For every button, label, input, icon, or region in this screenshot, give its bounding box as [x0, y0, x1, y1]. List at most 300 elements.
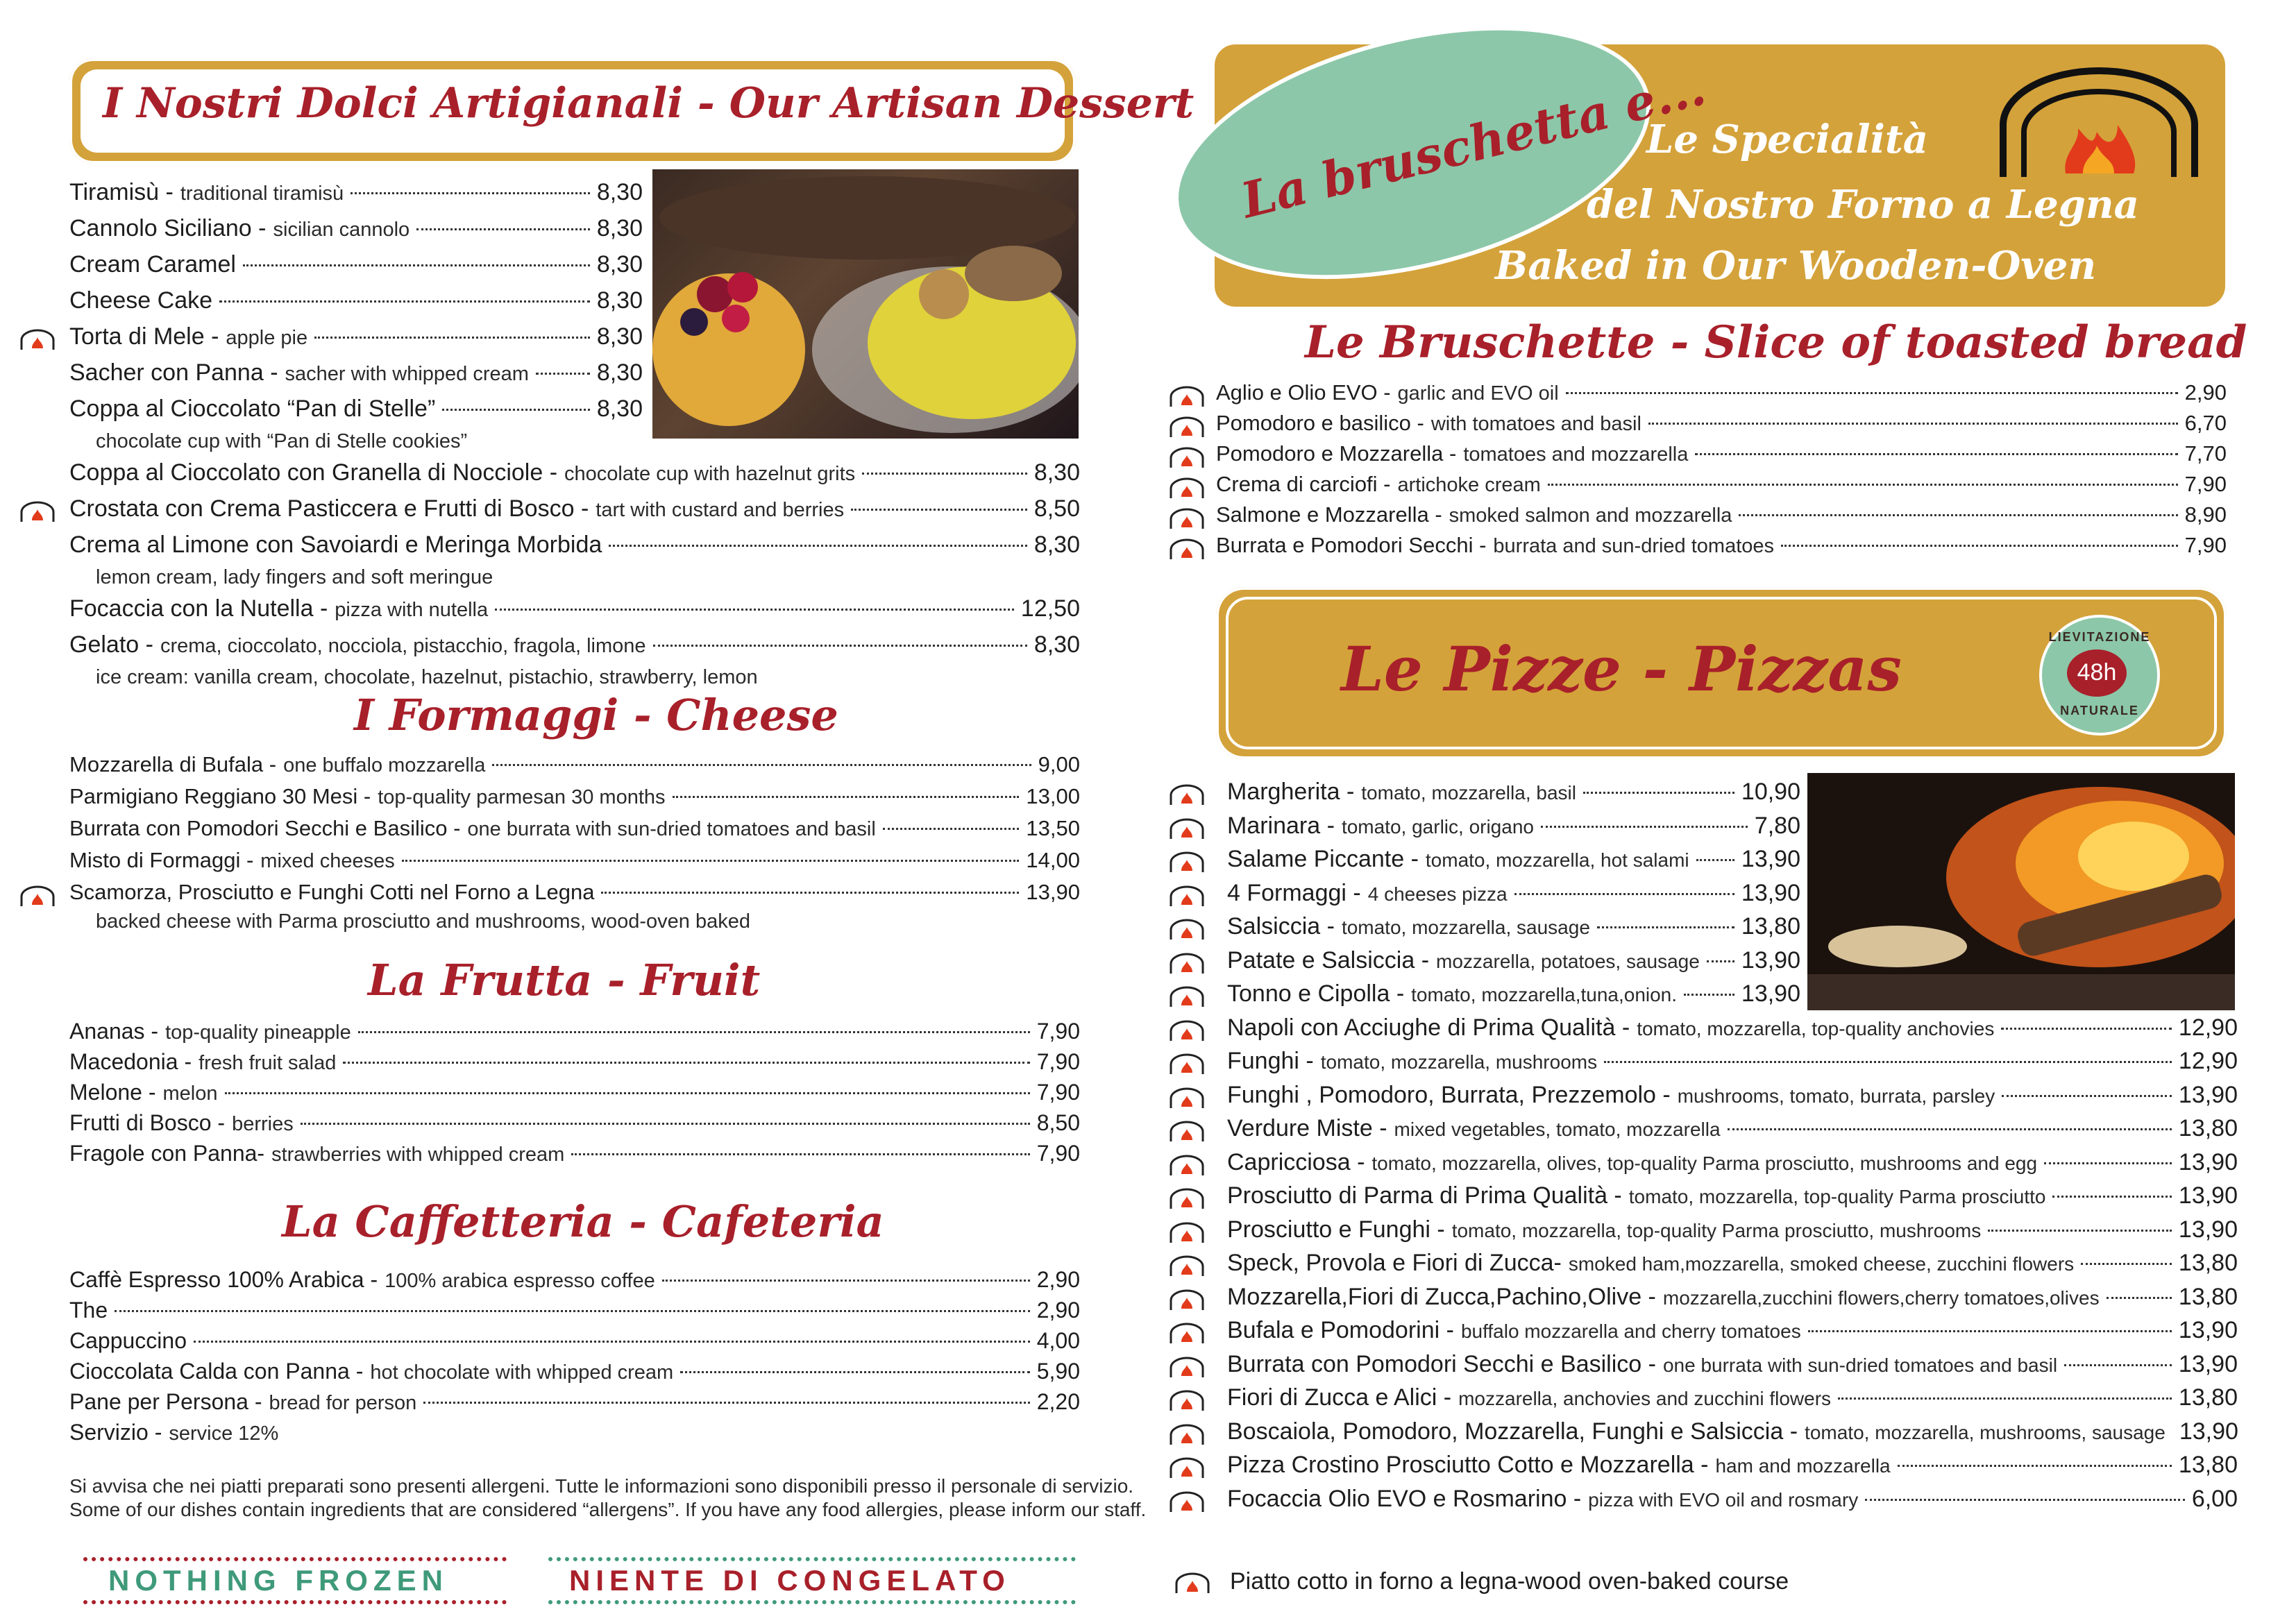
item-description: burrata and sun-dried tomatoes	[1493, 535, 1775, 557]
item-name: Burrata e Pomodori Secchi -	[1216, 533, 1487, 557]
menu-item	[1216, 502, 2227, 527]
item-name: Burrata con Pomodori Secchi e Basilico -	[69, 816, 461, 840]
item-name: Misto di Formaggi -	[69, 848, 254, 872]
item-name: Macedonia -	[69, 1049, 192, 1074]
item-description: tomato, mozzarella,tuna,onion.	[1411, 984, 1678, 1005]
leader-dots	[351, 192, 590, 194]
leader-dots	[1548, 484, 2178, 486]
item-subtitle: backed cheese with Parma prosciutto and mushrooms, wood-oven baked	[96, 910, 751, 933]
item-price: 9,00	[1038, 752, 1080, 776]
leader-dots	[862, 473, 1027, 475]
menu-item	[69, 784, 1080, 809]
wood-oven-icon	[1169, 985, 1205, 1008]
leader-dots	[495, 609, 1014, 611]
leader-dots	[673, 796, 1020, 798]
leader-dots	[2052, 1196, 2171, 1198]
item-name: Salmone e Mozzarella -	[1216, 502, 1442, 527]
item-name: Crema al Limone con Savoiardi e Meringa Morbida	[69, 532, 602, 558]
item-name: Tiramisù -	[69, 179, 174, 205]
item-name: Frutti di Bosco -	[69, 1110, 226, 1135]
item-price: 13,90	[2178, 1081, 2238, 1108]
item-description: ham and mozzarella	[1715, 1455, 1891, 1477]
item-price: 8,30	[596, 179, 643, 205]
item-price: 13,90	[1741, 879, 1800, 906]
wood-oven-icon	[1169, 1321, 1205, 1345]
item-description: tomato, mozzarella, mushrooms, sausage	[1805, 1421, 2166, 1443]
item-name: Scamorza, Prosciutto e Funghi Cotti nel Forno a Legna	[69, 880, 595, 904]
item-name: Cioccolata Calda con Panna -	[69, 1359, 364, 1384]
item-price: 8,30	[1033, 459, 1080, 486]
menu-item	[1227, 1384, 2238, 1411]
item-description: mixed cheeses	[260, 850, 395, 872]
menu-item	[69, 179, 643, 206]
pizza-oven-photo-image	[1807, 773, 2235, 1010]
menu-item	[69, 1019, 1080, 1044]
leader-dots	[1695, 453, 2177, 455]
menu-item	[1227, 1418, 2238, 1445]
menu-item	[1227, 1250, 2238, 1277]
item-description: sacher with whipped cream	[285, 363, 529, 385]
leader-dots	[1566, 392, 2178, 394]
item-price: 7,90	[2184, 472, 2227, 496]
leader-dots	[1684, 994, 1734, 996]
leader-dots	[2107, 1297, 2172, 1299]
leader-dots	[1781, 545, 2178, 547]
leader-dots	[680, 1371, 1030, 1373]
menu-item	[69, 495, 1080, 522]
item-name: Pomodoro e Mozzarella -	[1216, 441, 1457, 466]
item-description: tomato, mozzarella, top-quality Parma prosciutto	[1628, 1186, 2046, 1207]
item-description: berries	[232, 1113, 294, 1135]
leader-dots	[423, 1402, 1029, 1404]
menu-item	[1216, 380, 2227, 405]
menu-item	[1227, 1317, 2238, 1344]
leader-dots	[851, 509, 1027, 511]
item-name: 4 Formaggi -	[1227, 879, 1361, 906]
legend-oven-icon	[1174, 1571, 1210, 1595]
item-description: top-quality parmesan 30 months	[378, 786, 666, 808]
item-name: Prosciutto e Funghi -	[1227, 1216, 1445, 1243]
bruschette-title: Le Bruschette - Slice of toasted bread	[1305, 316, 2247, 368]
item-price: 12,50	[1020, 595, 1080, 622]
item-name: Cannolo Siciliano -	[69, 215, 267, 241]
item-price: 8,30	[1033, 631, 1080, 658]
wood-oven-icon	[1169, 951, 1205, 975]
item-name: Bufala e Pomodorini -	[1227, 1317, 1454, 1343]
item-price: 13,80	[2178, 1384, 2238, 1411]
item-name: Pizza Crostino Prosciutto Cotto e Mozzarella -	[1227, 1452, 1709, 1478]
item-price: 13,80	[2178, 1283, 2238, 1310]
item-name: Tonno e Cipolla -	[1227, 980, 1405, 1007]
item-price: 8,30	[596, 287, 643, 314]
menu-item	[69, 1080, 1080, 1105]
menu-item	[69, 752, 1080, 777]
item-price: 8,30	[1033, 532, 1080, 558]
wood-oven-icon	[1169, 1086, 1205, 1110]
menu-item	[1227, 880, 1800, 907]
menu-item	[1227, 1452, 2238, 1479]
item-price: 7,90	[2184, 533, 2227, 557]
item-name: Crema di carciofi -	[1216, 472, 1391, 496]
item-price: 7,80	[1754, 812, 1800, 839]
leader-dots	[301, 1123, 1030, 1125]
item-price: 13,90	[2178, 1148, 2238, 1175]
bruschetta-oval-label: La bruschetta e...	[1235, 58, 1712, 230]
item-name: Cappuccino	[69, 1328, 187, 1353]
wood-oven-icon	[1169, 1119, 1205, 1143]
nothing-frozen-badge	[83, 1557, 507, 1604]
menu-item	[1216, 411, 2227, 436]
leader-dots	[2081, 1263, 2172, 1265]
item-name: Prosciutto di Parma di Prima Qualità -	[1227, 1182, 1622, 1209]
menu-item	[69, 215, 643, 242]
wood-oven-icon	[1169, 1388, 1205, 1412]
item-price: 13,80	[2178, 1115, 2238, 1141]
pizze-title: Le Pizze - Pizzas	[1341, 633, 1902, 705]
badge-dots-bottom-2	[548, 1600, 1076, 1604]
menu-item	[69, 1298, 1080, 1323]
cheese-title: I Formaggi - Cheese	[354, 690, 838, 740]
menu-item	[1227, 1486, 2238, 1513]
item-description: tomato, mozzarella, sausage	[1341, 917, 1590, 938]
item-name: Salame Piccante -	[1227, 846, 1419, 872]
menu-item	[69, 631, 1080, 658]
item-name: Cheese Cake	[69, 287, 213, 314]
item-price: 5,90	[1036, 1359, 1080, 1384]
leader-dots	[2001, 1028, 2172, 1030]
item-price: 13,90	[1026, 880, 1080, 904]
item-price: 13,80	[1741, 913, 1800, 940]
leader-dots	[883, 828, 1020, 830]
item-price: 8,30	[596, 323, 643, 350]
item-price: 8,30	[596, 251, 643, 278]
item-description: top-quality pineapple	[165, 1021, 351, 1044]
menu-item	[1216, 472, 2227, 497]
item-price: 8,90	[2184, 502, 2227, 527]
menu-item	[1227, 1216, 2238, 1243]
item-description: tart with custard and berries	[596, 499, 845, 521]
wood-oven-icon	[1169, 783, 1205, 806]
leader-dots	[2064, 1364, 2172, 1366]
wood-oven-icon	[19, 500, 56, 523]
item-price: 13,90	[2179, 1418, 2238, 1445]
wood-oven-icon	[1169, 1288, 1205, 1311]
specialty-line1: Le Specialità	[1646, 117, 1929, 162]
menu-item	[1227, 1284, 2238, 1311]
leader-dots	[2002, 1095, 2172, 1097]
item-description: service 12%	[169, 1422, 279, 1445]
wood-oven-icon	[1169, 1019, 1205, 1042]
leader-dots	[416, 228, 590, 230]
item-description: with tomatoes and basil	[1430, 413, 1641, 435]
menu-item	[69, 1049, 1080, 1075]
item-name: Verdure Miste -	[1227, 1115, 1387, 1141]
menu-item	[69, 848, 1080, 873]
item-price: 13,90	[1741, 946, 1800, 974]
item-price: 13,90	[2178, 1182, 2238, 1209]
leader-dots	[194, 1341, 1030, 1343]
menu-item	[1227, 1082, 2238, 1109]
leader-dots	[1604, 1061, 2172, 1063]
item-name: Marinara -	[1227, 812, 1335, 839]
item-name: Focaccia Olio EVO e Rosmarino -	[1227, 1485, 1582, 1512]
dessert-title: I Nostri Dolci Artigianali - Our Artisan Dessert	[103, 79, 1195, 128]
item-name: Salsiccia -	[1227, 913, 1335, 940]
item-description: tomato, mozzarella, olives, top-quality Parma prosciutto, mushrooms and egg	[1371, 1152, 2038, 1174]
item-price: 2,90	[2184, 380, 2227, 405]
item-name: Parmigiano Reggiano 30 Mesi -	[69, 784, 371, 808]
item-description: tomato, mozzarella, top-quality anchovies	[1637, 1017, 1995, 1039]
menu-item	[69, 323, 643, 350]
stamp-center-label: 48h	[2077, 659, 2117, 686]
leader-dots	[314, 337, 590, 339]
item-name: Mozzarella di Bufala -	[69, 752, 277, 776]
leader-dots	[343, 1062, 1029, 1064]
item-description: 4 cheeses pizza	[1367, 883, 1508, 905]
item-description: hot chocolate with whipped cream	[370, 1361, 674, 1384]
leader-dots	[653, 645, 1027, 647]
item-name: Pane per Persona -	[69, 1389, 262, 1414]
menu-item	[1227, 1115, 2238, 1142]
menu-item	[69, 251, 643, 278]
menu-item	[1227, 913, 1800, 940]
item-name: Margherita -	[1227, 779, 1355, 805]
item-description: 100% arabica espresso coffee	[385, 1270, 655, 1292]
item-description: apple pie	[226, 327, 308, 349]
leader-dots	[442, 409, 590, 411]
item-price: 13,90	[2178, 1216, 2238, 1243]
fruit-title: La Frutta - Fruit	[368, 955, 761, 1005]
stamp-bottom-label: NATURALE	[2060, 704, 2139, 717]
leader-dots	[1583, 792, 1734, 794]
item-subtitle: chocolate cup with “Pan di Stelle cookies”	[96, 430, 468, 452]
item-description: one burrata with sun-dried tomatoes and basil	[1662, 1354, 2058, 1376]
item-price: 7,90	[1036, 1080, 1080, 1105]
stamp-top-label: LIEVITAZIONE	[2048, 630, 2151, 644]
item-name: Mozzarella,Fiori di Zucca,Pachino,Olive -	[1227, 1283, 1656, 1310]
nothing-frozen-label: NOTHING FROZEN	[108, 1564, 448, 1597]
item-name: Boscaiola, Pomodoro, Mozzarella, Funghi e Salsiccia -	[1227, 1418, 1798, 1445]
leader-dots	[662, 1280, 1030, 1282]
item-description: buffalo mozzarella and cherry tomatoes	[1460, 1320, 1801, 1342]
wood-oven-icon	[1169, 476, 1205, 500]
leader-dots	[1541, 826, 1748, 828]
wood-oven-icon	[1169, 1153, 1205, 1177]
leader-dots	[536, 373, 590, 375]
wood-oven-icon	[1169, 884, 1205, 908]
niente-congelato-label: NIENTE DI CONGELATO	[569, 1564, 1011, 1597]
item-description: pizza with nutella	[335, 599, 489, 621]
item-name: Fragole con Panna-	[69, 1141, 265, 1166]
wood-oven-icon	[1169, 415, 1205, 439]
item-price: 8,50	[1033, 495, 1080, 522]
item-name: Burrata con Pomodori Secchi e Basilico -	[1227, 1350, 1656, 1377]
menu-item	[69, 595, 1080, 622]
menu-item	[1216, 533, 2227, 558]
item-name: Caffè Espresso 100% Arabica -	[69, 1267, 378, 1292]
item-description: garlic and EVO oil	[1397, 382, 1559, 405]
item-name: Funghi -	[1227, 1048, 1314, 1074]
item-subtitle: ice cream: vanilla cream, chocolate, hazelnut, pistachio, strawberry, lemon	[96, 666, 758, 688]
item-name: Pomodoro e basilico -	[1216, 411, 1424, 435]
menu-item	[1227, 1351, 2238, 1378]
item-name: Focaccia con la Nutella -	[69, 595, 328, 622]
item-description: mixed vegetables, tomato, mozzarella	[1394, 1119, 1721, 1140]
item-name: Cream Caramel	[69, 251, 236, 278]
item-price: 8,50	[1036, 1110, 1080, 1135]
item-subtitle: lemon cream, lady fingers and soft meringue	[96, 566, 493, 588]
item-description: one burrata with sun-dried tomatoes and basil	[467, 818, 876, 840]
item-price: 2,20	[1036, 1389, 1080, 1414]
leader-dots	[571, 1153, 1029, 1155]
item-description: tomato, garlic, origano	[1341, 815, 1534, 838]
item-description: crema, cioccolato, nocciola, pistacchio, fragola, limone	[160, 635, 646, 657]
item-name: Sacher con Panna -	[69, 359, 278, 386]
leader-dots	[1514, 893, 1734, 895]
menu-item	[1227, 1014, 2238, 1042]
leader-dots	[609, 545, 1027, 547]
item-price: 13,80	[2178, 1452, 2238, 1478]
item-price: 13,90	[2178, 1350, 2238, 1377]
item-description: smoked ham,mozzarella, smoked cheese, zucchini flowers	[1568, 1253, 2075, 1275]
leader-dots	[1808, 1330, 2172, 1332]
menu-item	[69, 816, 1080, 841]
item-description: mozzarella,zucchini flowers,cherry tomatoes,olives	[1662, 1286, 2100, 1309]
menu-item	[1227, 813, 1800, 840]
menu-item	[69, 1141, 1080, 1166]
dessert-photo-image	[652, 169, 1079, 439]
item-price: 7,90	[1036, 1019, 1080, 1044]
leader-dots	[1865, 1499, 2185, 1501]
item-name: Fiori di Zucca e Alici -	[1227, 1384, 1452, 1411]
specialty-line2: del Nostro Forno a Legna	[1587, 182, 2139, 228]
menu-item	[1227, 980, 1800, 1008]
item-name: Napoli con Acciughe di Prima Qualità -	[1227, 1014, 1630, 1041]
leader-dots	[1898, 1465, 2172, 1467]
item-price: 2,90	[1036, 1298, 1080, 1323]
item-description: tomato, mozzarella, mushrooms	[1320, 1051, 1598, 1073]
pizze-banner	[1216, 587, 2227, 759]
menu-item	[1227, 947, 1800, 974]
item-name: Torta di Mele -	[69, 323, 219, 350]
item-name: Ananas -	[69, 1019, 159, 1044]
menu-item	[1227, 846, 1800, 873]
leader-dots	[219, 300, 590, 303]
wood-oven-icon	[1169, 1490, 1205, 1513]
pizza-oven-photo	[1807, 773, 2235, 1010]
leader-dots	[402, 860, 1020, 862]
wood-oven-icon	[1169, 917, 1205, 941]
item-name: Patate e Salsiccia -	[1227, 946, 1430, 974]
item-description: fresh fruit salad	[199, 1052, 337, 1074]
item-name: Speck, Provola e Fiori di Zucca-	[1227, 1250, 1562, 1276]
item-name: Melone -	[69, 1080, 156, 1105]
wood-oven-icon	[1169, 507, 1205, 530]
menu-item	[69, 1110, 1080, 1136]
item-name: Crostata con Crema Pasticcera e Frutti di Bosco -	[69, 495, 589, 522]
item-price: 7,70	[2184, 441, 2227, 466]
dessert-photo	[652, 169, 1079, 439]
wood-oven-icon	[1169, 1052, 1205, 1076]
menu-item	[69, 532, 1080, 559]
menu-item	[69, 287, 643, 314]
item-description: tomato, mozzarella, top-quality Parma prosciutto, mushrooms	[1451, 1219, 1982, 1241]
badge-dots-top-2	[548, 1557, 1076, 1561]
menu-item	[69, 1420, 1080, 1445]
leader-dots	[358, 1031, 1030, 1033]
wood-oven-icon	[1169, 445, 1205, 469]
menu-item	[69, 1328, 1080, 1354]
item-description: melon	[162, 1082, 218, 1105]
menu-item	[69, 1389, 1080, 1415]
item-price: 6,00	[2191, 1485, 2238, 1512]
leader-dots	[1739, 514, 2177, 516]
item-description: artichoke cream	[1397, 474, 1541, 496]
wood-oven-icon	[1169, 1422, 1205, 1446]
item-description: tomato, mozzarella, hot salami	[1425, 849, 1689, 871]
item-price: 8,30	[596, 359, 643, 386]
item-price: 4,00	[1036, 1328, 1080, 1353]
menu-item	[69, 880, 1080, 905]
menu-item	[69, 1267, 1080, 1293]
menu-item	[69, 459, 1080, 486]
wood-oven-icon	[19, 328, 56, 351]
badge-dots-top	[83, 1557, 507, 1561]
menu-item	[1227, 1048, 2238, 1075]
leader-dots	[1648, 423, 2178, 425]
leader-dots	[243, 264, 590, 266]
item-description: tomato, mozzarella, basil	[1361, 782, 1576, 804]
leader-dots	[225, 1092, 1030, 1094]
item-description: pizza with EVO oil and rosmary	[1588, 1488, 1859, 1511]
item-price: 12,90	[2178, 1014, 2238, 1041]
leader-dots	[1597, 926, 1734, 928]
allergen-note-it: Si avvisa che nei piatti preparati sono presenti allergeni. Tutte le informazioni sono disponibili presso il personale di servizio.	[69, 1475, 1134, 1497]
wood-oven-icon	[1169, 1355, 1205, 1379]
allergen-note-en: Some of our dishes contain ingredients that are considered “allergens”. If you have any food allergies, please inform our staff.	[69, 1499, 1147, 1520]
item-name: Aglio e Olio EVO -	[1216, 380, 1391, 405]
dessert-banner	[69, 58, 1195, 164]
menu-item	[1227, 779, 1800, 806]
item-name: Coppa al Cioccolato “Pan di Stelle”	[69, 396, 436, 422]
wood-oven-icon	[1169, 1456, 1205, 1479]
menu-item	[1216, 441, 2227, 466]
leader-dots	[1707, 960, 1734, 962]
item-name: Gelato -	[69, 631, 153, 658]
item-price: 13,80	[2178, 1250, 2238, 1276]
item-price: 7,90	[1036, 1049, 1080, 1074]
lievitazione-stamp	[2039, 615, 2160, 736]
leader-dots	[1728, 1128, 2172, 1130]
item-name: Funghi , Pomodoro, Burrata, Prezzemolo -	[1227, 1081, 1671, 1108]
oven-logo-icon	[1996, 62, 2202, 180]
item-price: 8,30	[596, 215, 643, 241]
item-name: Servizio -	[69, 1420, 162, 1445]
wood-oven-icon	[1169, 1187, 1205, 1210]
legend-text: Piatto cotto in forno a legna-wood oven-baked course	[1230, 1568, 1789, 1595]
wood-oven-icon	[1169, 1254, 1205, 1277]
item-name: Coppa al Cioccolato con Granella di Nocciole -	[69, 459, 558, 486]
menu-item	[1227, 1149, 2238, 1176]
wood-oven-icon	[1169, 1221, 1205, 1244]
item-description: traditional tiramisù	[180, 182, 344, 205]
item-price: 13,50	[1026, 816, 1080, 840]
item-price: 6,70	[2184, 411, 2227, 435]
item-description: chocolate cup with hazelnut grits	[564, 463, 856, 485]
item-price: 8,30	[596, 396, 643, 422]
item-description: mozzarella, potatoes, sausage	[1436, 950, 1700, 972]
item-price: 13,90	[1741, 846, 1800, 872]
